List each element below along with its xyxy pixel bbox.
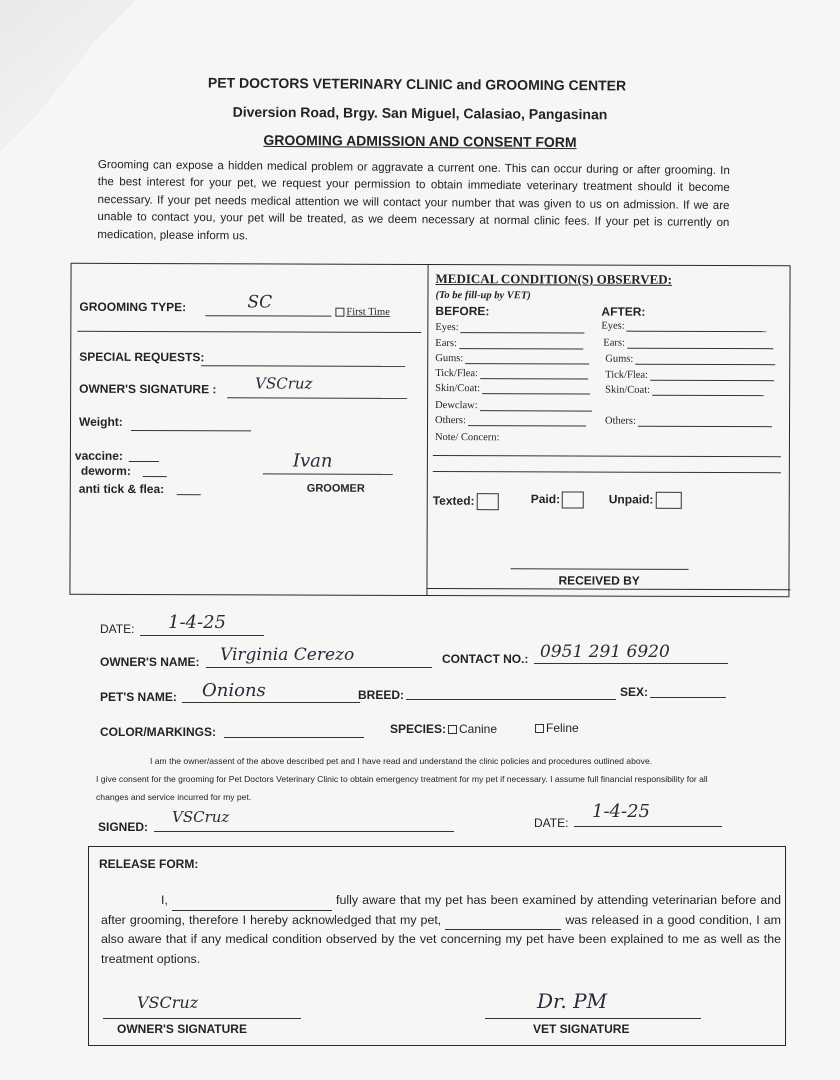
weight-label: Weight:: [79, 414, 123, 429]
after-tickflea-field[interactable]: [605, 370, 774, 382]
grooming-type-value: SC: [247, 292, 273, 313]
after-skincoat-line[interactable]: [652, 386, 764, 396]
paid-label: Paid:: [530, 492, 561, 507]
note-line-2[interactable]: [433, 462, 781, 473]
consent-paragraph: [96, 752, 736, 806]
vet-signature-line[interactable]: [485, 1009, 701, 1019]
deworm-line[interactable]: [143, 465, 167, 477]
first-time-option[interactable]: [335, 307, 390, 318]
unpaid-checkbox[interactable]: [655, 492, 681, 509]
antitick-label: anti tick & flea:: [78, 481, 165, 497]
after-eyes-line[interactable]: [627, 322, 767, 332]
received-by-label: RECEIVED BY: [558, 573, 640, 588]
release-text-c: was released in a good condition, I am also aware that if any medical condition observed by the vet concerning my pet have been explained to me as well as the treatment options.: [101, 912, 781, 966]
owner-signature-label: OWNER'S SIGNATURE :: [79, 381, 217, 397]
consent-date-label: DATE:: [534, 816, 569, 830]
release-title: RELEASE FORM:: [99, 857, 199, 871]
after-gums-label: Gums:: [605, 353, 634, 365]
texted-checkbox[interactable]: [477, 493, 499, 510]
owner-name-label: OWNER'S NAME:: [100, 655, 200, 669]
texted-label: Texted:: [432, 493, 475, 508]
admission-box: [69, 263, 790, 598]
vaccine-label: vaccine:: [74, 448, 123, 463]
color-markings-label: COLOR/MARKINGS:: [100, 725, 216, 739]
before-others-label: Others:: [435, 415, 466, 427]
before-dewclaw-label: Dewclaw:: [435, 400, 478, 412]
breed-label: BREED:: [358, 688, 405, 702]
pet-name-value: Onions: [202, 680, 266, 701]
after-eyes-label: Eyes:: [601, 320, 625, 332]
clinic-name: PET DOCTORS VETERINARY CLINIC and GROOMING CENTER: [207, 74, 627, 94]
groomer-value: Ivan: [292, 450, 333, 472]
grooming-type-extra-line[interactable]: [77, 320, 421, 333]
received-by-rule: [426, 588, 790, 590]
before-ears-line[interactable]: [459, 339, 583, 349]
after-tickflea-line[interactable]: [650, 371, 774, 381]
groomer-label: GROOMER: [306, 482, 365, 495]
after-label: AFTER:: [601, 304, 646, 319]
species-label: SPECIES:: [390, 722, 447, 736]
medical-title: MEDICAL CONDITION(S) OBSERVED:: [435, 271, 673, 287]
contact-value: 0951 291 6920: [540, 642, 670, 662]
vaccine-line[interactable]: [129, 450, 159, 462]
special-requests-label: SPECIAL REQUESTS:: [79, 349, 205, 365]
release-name-line[interactable]: [172, 899, 332, 911]
release-text-b: fully aware that my pet has been examined by attending veterinarian before and after grooming, therefore I hereby acknowledged that my pet,: [101, 893, 781, 927]
signed-value: VSCruz: [172, 808, 230, 826]
before-skincoat-field[interactable]: [435, 383, 590, 395]
after-skincoat-field[interactable]: [605, 385, 764, 397]
release-form-box: [88, 846, 786, 1046]
before-tickflea-line[interactable]: [480, 369, 588, 379]
after-others-label: Others:: [605, 415, 636, 427]
before-dewclaw-field[interactable]: [435, 400, 592, 412]
note-concern-label: Note/ Concern:: [434, 432, 500, 444]
after-others-line[interactable]: [638, 417, 772, 427]
before-others-field[interactable]: [435, 415, 586, 427]
before-eyes-label: Eyes:: [435, 322, 459, 334]
antitick-line[interactable]: [177, 483, 201, 495]
before-ears-label: Ears:: [435, 338, 457, 350]
consent-date-value: 1-4-25: [592, 801, 650, 822]
before-gums-line[interactable]: [465, 354, 589, 364]
after-ears-label: Ears:: [603, 337, 625, 349]
unpaid-label: Unpaid:: [608, 492, 654, 507]
canine-label: Canine: [459, 722, 498, 736]
paid-checkbox[interactable]: [562, 491, 584, 508]
after-others-field[interactable]: [605, 416, 772, 428]
after-ears-field[interactable]: [603, 338, 773, 350]
after-tickflea-label: Tick/Flea:: [605, 369, 649, 381]
pet-name-label: PET'S NAME:: [100, 690, 177, 704]
before-dewclaw-line[interactable]: [480, 401, 592, 411]
sex-label: SEX:: [620, 685, 649, 699]
first-time-checkbox[interactable]: [335, 308, 344, 317]
after-eyes-field[interactable]: [601, 321, 766, 333]
before-gums-label: Gums:: [435, 353, 464, 365]
date-label: DATE:: [100, 622, 135, 636]
before-gums-field[interactable]: [435, 353, 589, 365]
paid-field[interactable]: [531, 491, 584, 508]
release-owner-signature-value: VSCruz: [137, 993, 199, 1012]
after-gums-field[interactable]: [605, 354, 775, 366]
note-line-1[interactable]: [433, 446, 781, 457]
before-skincoat-line[interactable]: [482, 384, 590, 394]
consent-line-2: I give consent for the grooming for Pet Doctors Veterinary Clinic to obtain emergency treatment for my pet if necessary. I assume full financial responsibility for all changes and service incurred for my pet.: [96, 774, 708, 802]
release-owner-signature-label: OWNER'S SIGNATURE: [117, 1022, 247, 1036]
vet-signature-value: Dr. PM: [537, 989, 608, 1013]
before-eyes-field[interactable]: [435, 322, 584, 334]
after-skincoat-label: Skin/Coat:: [605, 384, 651, 396]
unpaid-field[interactable]: [609, 492, 682, 509]
medical-subtitle: (To be fill-up by VET): [435, 290, 531, 302]
before-tickflea-field[interactable]: [435, 368, 588, 380]
feline-option[interactable]: [535, 721, 579, 735]
clinic-address: Diversion Road, Brgy. San Miguel, Calasiao, Pangasinan: [232, 103, 608, 123]
release-paragraph: [101, 891, 781, 969]
before-ears-field[interactable]: [435, 338, 583, 350]
before-skincoat-label: Skin/Coat:: [435, 383, 481, 395]
owner-signature-line[interactable]: [227, 384, 407, 399]
breed-line[interactable]: [406, 688, 616, 700]
box-divider: [426, 265, 428, 595]
sex-line[interactable]: [650, 686, 726, 698]
feline-checkbox[interactable]: [535, 724, 544, 733]
after-gums-line[interactable]: [635, 355, 775, 365]
owner-signature-value: VSCruz: [255, 374, 313, 393]
received-by-line[interactable]: [511, 559, 689, 570]
release-owner-signature-line[interactable]: [103, 1009, 301, 1019]
canine-option[interactable]: [448, 722, 497, 736]
special-requests-line[interactable]: [201, 352, 405, 367]
canine-checkbox[interactable]: [448, 725, 457, 734]
weight-line[interactable]: [131, 417, 251, 431]
first-time-label: First Time: [346, 306, 390, 318]
texted-field[interactable]: [433, 493, 499, 510]
release-text-a: I,: [161, 893, 168, 907]
consent-line-1: I am the owner/assent of the above described pet and I have read and understand the clinic policies and procedures outlined above.: [150, 756, 653, 766]
grooming-type-label: GROOMING TYPE:: [79, 299, 187, 315]
signed-label: SIGNED:: [98, 820, 149, 834]
deworm-label: deworm:: [80, 463, 131, 478]
before-others-line[interactable]: [468, 416, 586, 426]
groomer-line[interactable]: [263, 462, 393, 474]
before-label: BEFORE:: [435, 304, 490, 319]
form-title: GROOMING ADMISSION AND CONSENT FORM: [263, 131, 577, 151]
owner-name-value: Virginia Cerezo: [220, 645, 355, 665]
before-eyes-line[interactable]: [461, 323, 585, 333]
intro-paragraph: Grooming can expose a hidden medical problem or aggravate a current one. This can occur during or after grooming. In the best interest for your pet, we request your permission to obtain immediate veterinary treatment should it become necessary. If your pet needs medical attention we will contact your number that was given to us on admission. If we are unable to contact you, your pet will be treated, as we deem necessary at normal clinic fees. If your pet is currently on medication, please inform us.: [97, 157, 730, 243]
release-pet-line[interactable]: [445, 918, 561, 930]
vet-signature-label: VET SIGNATURE: [533, 1022, 630, 1036]
before-tickflea-label: Tick/Flea:: [435, 368, 479, 380]
date-value: 1-4-25: [168, 612, 226, 633]
color-markings-line[interactable]: [224, 726, 364, 738]
feline-label: Feline: [546, 721, 579, 735]
after-ears-line[interactable]: [627, 339, 773, 350]
contact-label: CONTACT NO.:: [442, 652, 529, 666]
